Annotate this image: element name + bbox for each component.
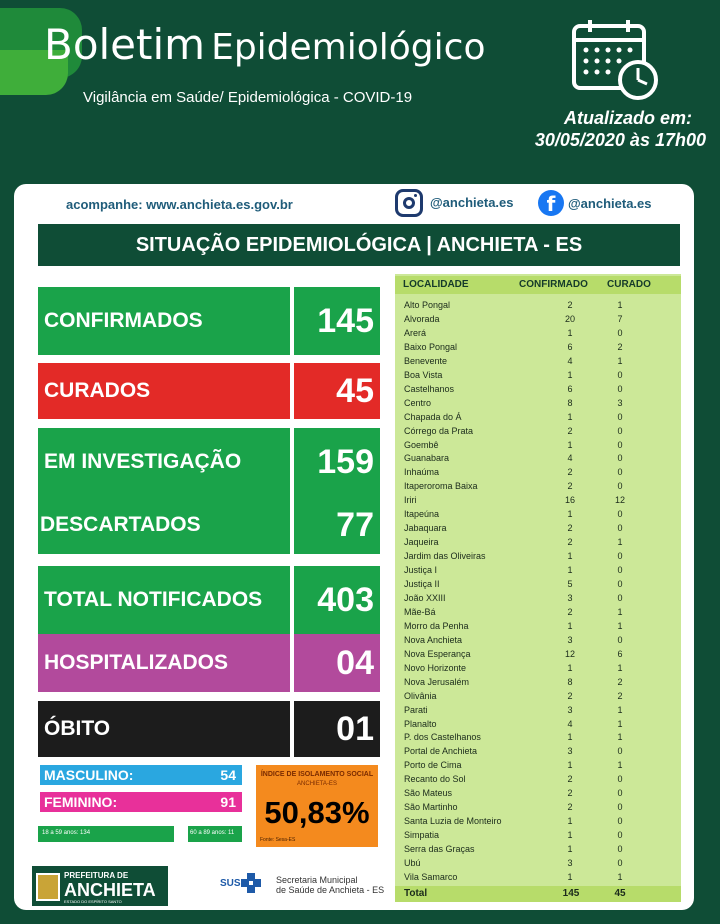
table-row [395,327,681,341]
row-confirmado: 16 [564,495,575,506]
row-confirmado: 1 [567,439,573,450]
row-confirmado: 20 [564,313,575,324]
row-localidade: Nova Anchieta [404,634,463,645]
row-localidade: Benevente [404,355,448,366]
table-row [395,829,681,843]
website-link[interactable]: acompanhe: www.anchieta.es.gov.br [66,197,293,212]
row-confirmado: 1 [567,760,573,771]
row-localidade: Recanto do Sol [404,774,466,785]
isolation-title: ÍNDICE DE ISOLAMENTO SOCIAL [260,771,374,778]
stat-notificados-label: TOTAL NOTIFICADOS [38,566,290,634]
table-row [395,745,681,759]
total-confirmado: 145 [562,888,580,899]
stat-curados-label: CURADOS [38,363,290,419]
row-confirmado: 2 [567,774,573,785]
row-curado: 0 [617,481,623,492]
row-confirmado: 8 [567,397,573,408]
row-curado: 0 [617,467,623,478]
table-row [395,843,681,857]
row-confirmado: 2 [567,788,573,799]
table-row [395,704,681,718]
row-confirmado: 2 [567,690,573,701]
situation-banner: SITUAÇÃO EPIDEMIOLÓGICA | ANCHIETA - ES [38,224,680,266]
row-localidade: Justiça II [404,579,440,589]
row-confirmado: 2 [567,467,573,478]
table-row [395,662,681,676]
row-curado: 0 [617,565,623,576]
row-confirmado: 1 [567,551,573,562]
row-confirmado: 3 [567,634,573,645]
row-localidade: Serra das Graças [404,844,475,855]
facebook-handle[interactable]: @anchieta.es [568,196,652,211]
row-localidade: Iriri [404,495,417,506]
stat-hospitalizados-label: HOSPITALIZADOS [38,634,290,692]
row-confirmado: 2 [567,481,573,492]
row-localidade: Planalto [404,718,437,729]
row-confirmado: 1 [567,620,573,631]
row-confirmado: 1 [567,662,573,673]
row-localidade: Chapada do Á [404,411,462,422]
row-curado: 0 [617,411,623,422]
isolation-index-box [256,765,378,847]
header-localidade: LOCALIDADE [403,279,469,290]
row-confirmado: 1 [567,830,573,841]
row-curado: 0 [617,327,623,338]
row-confirmado: 4 [567,453,573,464]
calendar-clock-icon [570,18,662,102]
row-curado: 6 [617,648,623,659]
table-row [395,648,681,662]
row-curado: 12 [614,495,625,506]
instagram-icon [395,189,423,217]
stat-investigacao [38,428,380,496]
table-row [395,564,681,578]
row-confirmado: 1 [567,565,573,576]
row-localidade: Morro da Penha [404,620,469,631]
title-word-1: Boletim [44,20,206,69]
sus-label: SUS [220,878,241,889]
row-curado: 0 [617,592,623,603]
row-localidade: Castelhanos [404,383,455,394]
table-row [395,355,681,369]
row-localidade: Olivânia [404,690,437,701]
row-localidade: Novo Horizonte [404,662,467,673]
table-row [395,425,681,439]
table-row [395,383,681,397]
row-confirmado: 2 [567,606,573,617]
age-18-59: 18 a 59 anos: 134 [38,826,174,842]
row-confirmado: 2 [567,523,573,534]
table-row [395,411,681,425]
table-row [395,341,681,355]
sus-cross-icon [240,872,262,894]
row-curado: 1 [617,662,623,673]
row-curado: 0 [617,453,623,464]
row-localidade: Inhaúma [404,467,440,478]
row-confirmado: 1 [567,816,573,827]
table-row [395,550,681,564]
table-row [395,313,681,327]
stat-descartados-label: DESCARTADOS [38,496,290,554]
row-confirmado: 6 [567,341,573,352]
row-curado: 0 [617,774,623,785]
row-curado: 0 [617,858,623,868]
table-row [395,773,681,787]
table-row [395,759,681,773]
row-curado: 0 [617,802,623,813]
row-localidade: São Mateus [404,788,453,799]
prefeitura-line2: ANCHIETA [64,880,156,900]
instagram-handle[interactable]: @anchieta.es [430,195,514,210]
row-confirmado: 3 [567,746,573,757]
row-localidade: Justiça I [404,565,438,576]
stat-descartados [38,496,380,554]
row-confirmado: 6 [567,383,573,394]
row-curado: 1 [617,704,623,715]
row-confirmado: 4 [567,355,573,366]
row-localidade: Parati [404,704,428,715]
row-confirmado: 3 [567,858,573,868]
table-total-row [395,886,681,902]
row-localidade: P. dos Castelhanos [404,732,481,743]
row-curado: 0 [617,551,623,562]
row-confirmado: 1 [567,411,573,422]
masculino-value: 54 [220,767,236,783]
table-row [395,522,681,536]
row-localidade: Nova Esperança [404,648,471,659]
table-row [395,480,681,494]
row-curado: 1 [617,871,623,882]
row-curado: 0 [617,746,623,757]
table-row [395,508,681,522]
row-localidade: Centro [404,397,432,408]
row-localidade: Ubú [404,858,421,868]
row-confirmado: 4 [567,718,573,729]
table-row [395,299,681,313]
updated-value: 30/05/2020 às 17h00 [534,130,706,150]
stat-investigacao-label: EM INVESTIGAÇÃO [38,428,290,496]
row-curado: 1 [617,355,623,366]
table-row [395,369,681,383]
table-row [395,676,681,690]
table-row [395,731,681,745]
row-curado: 7 [617,313,623,324]
stat-notificados [38,566,380,634]
page-title [44,20,485,69]
secretaria-line2: de Saúde de Anchieta - ES [276,885,385,895]
row-localidade: Simpatia [404,830,440,841]
row-curado: 2 [617,341,623,352]
stat-curados [38,363,380,419]
row-localidade: Arerá [404,327,427,338]
prefeitura-line3: ESTADO DO ESPÍRITO SANTO [64,899,122,904]
row-curado: 0 [617,579,623,589]
table-row [395,871,681,885]
prefeitura-line1: PREFEITURA DE [64,871,129,880]
row-confirmado: 5 [567,579,573,589]
table-row [395,592,681,606]
row-localidade: Mãe-Bá [404,606,436,617]
row-confirmado: 1 [567,509,573,520]
stat-confirmados-value: 145 [294,287,380,355]
stat-confirmados [38,287,380,355]
stat-obito-value: 01 [294,701,380,757]
total-curado: 45 [614,888,626,899]
row-localidade: São Martinho [404,802,458,813]
table-row [395,857,681,871]
row-confirmado: 3 [567,592,573,603]
row-curado: 2 [617,676,623,687]
secretaria-line1: Secretaria Municipal [276,875,358,885]
row-localidade: Porto de Cima [404,760,462,771]
table-row [395,452,681,466]
row-confirmado: 2 [567,802,573,813]
table-row [395,466,681,480]
row-curado: 1 [617,606,623,617]
row-curado: 1 [617,732,623,743]
row-localidade: Jaqueira [404,537,439,548]
row-localidade: Córrego da Prata [404,425,474,436]
facebook-icon: f [538,190,564,216]
row-confirmado: 1 [567,844,573,855]
row-localidade: Alvorada [404,313,440,324]
page-subtitle: Vigilância em Saúde/ Epidemiológica - COVID-19 [83,89,413,106]
row-confirmado: 2 [567,425,573,436]
row-curado: 1 [617,537,623,548]
row-localidade: Jabaquara [404,523,447,534]
row-curado: 0 [617,439,623,450]
stat-obito-label: ÓBITO [38,701,290,757]
row-localidade: João XXIII [404,592,446,603]
row-confirmado: 3 [567,704,573,715]
table-row [395,578,681,592]
stat-obito [38,701,380,757]
row-confirmado: 2 [567,537,573,548]
row-curado: 0 [617,425,623,436]
table-row [395,494,681,508]
stat-notificados-value: 403 [294,566,380,634]
row-curado: 0 [617,830,623,841]
row-localidade: Itaperoroma Baixa [404,481,478,492]
masculino-bar [40,765,242,785]
table-row [395,634,681,648]
stat-hospitalizados-value: 04 [294,634,380,692]
row-curado: 0 [617,816,623,827]
row-curado: 3 [617,397,623,408]
coat-of-arms-icon [36,873,60,901]
row-curado: 0 [617,634,623,645]
table-row [395,620,681,634]
stat-hospitalizados [38,634,380,692]
row-localidade: Vila Samarco [404,871,458,882]
row-curado: 0 [617,509,623,520]
row-localidade: Alto Pongal [404,300,451,310]
table-row [395,718,681,732]
row-confirmado: 8 [567,676,573,687]
row-curado: 0 [617,369,623,380]
stat-descartados-value: 77 [294,496,380,554]
table-row [395,397,681,411]
row-localidade: Jardim das Oliveiras [404,551,486,562]
row-confirmado: 1 [567,369,573,380]
isolation-subtitle: ANCHIETA-ES [297,781,337,787]
row-localidade: Baixo Pongal [404,341,458,352]
stat-confirmados-label: CONFIRMADOS [38,287,290,355]
table-row [395,606,681,620]
isolation-value: 50,83% [264,795,370,830]
row-localidade: Boa Vista [404,369,443,380]
masculino-label: MASCULINO: [44,767,134,783]
feminino-label: FEMININO: [44,794,118,810]
row-curado: 1 [617,718,623,729]
total-label: Total [404,888,428,899]
updated-label: Atualizado em: [563,108,692,128]
row-localidade: Santa Luzia de Monteiro [404,816,502,827]
table-row [395,801,681,815]
row-confirmado: 1 [567,327,573,338]
row-curado: 0 [617,844,623,855]
header-confirmado: CONFIRMADO [519,279,588,290]
row-curado: 2 [617,690,623,701]
table-row [395,815,681,829]
row-curado: 1 [617,300,623,310]
stat-curados-value: 45 [294,363,380,419]
title-word-2: Epidemiológico [211,27,486,68]
stat-investigacao-value: 159 [294,428,380,496]
table-row [395,787,681,801]
row-localidade: Portal de Anchieta [404,746,478,757]
row-curado: 1 [617,760,623,771]
row-localidade: Itapeúna [404,509,440,520]
row-confirmado: 1 [567,871,573,882]
header-curado: CURADO [607,279,651,290]
row-curado: 1 [617,620,623,631]
row-curado: 0 [617,788,623,799]
row-localidade: Goembê [404,439,439,450]
row-curado: 0 [617,383,623,394]
table-row [395,536,681,550]
table-row [395,439,681,453]
isolation-source: Fonte: Sesa-ES [260,837,296,843]
row-confirmado: 12 [564,648,575,659]
row-confirmado: 2 [567,300,573,310]
row-localidade: Guanabara [404,453,450,464]
age-60-89: 60 a 89 anos: 11 [188,826,242,842]
row-curado: 0 [617,523,623,534]
feminino-value: 91 [220,794,236,810]
table-row [395,690,681,704]
feminino-bar [40,792,242,812]
row-localidade: Nova Jerusalém [404,676,470,687]
row-confirmado: 1 [567,732,573,743]
